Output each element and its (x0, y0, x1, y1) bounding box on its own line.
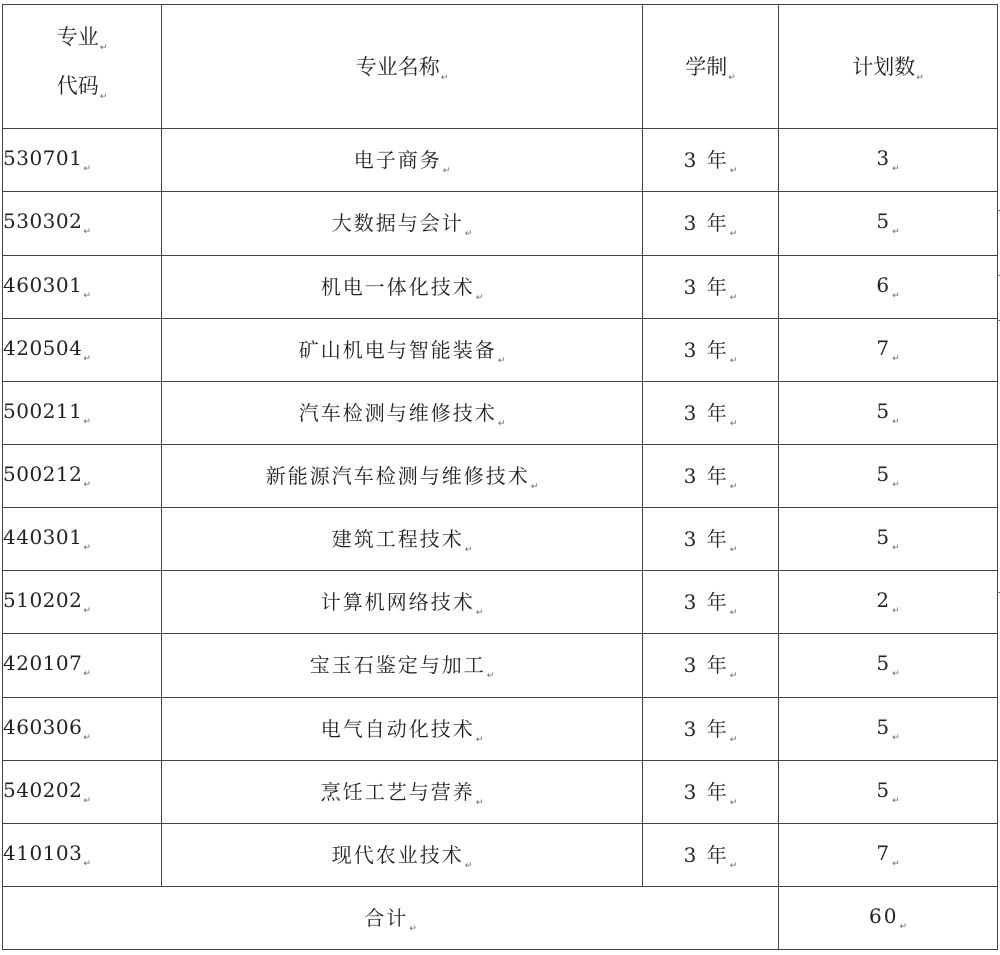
paragraph-mark-icon: ↵ (99, 42, 108, 53)
paragraph-mark-icon: ↵ (475, 797, 484, 808)
name-cell: 烹饪工艺与营养$_↵$ (162, 760, 643, 823)
paragraph-mark-icon: ↵ (892, 164, 900, 175)
name-cell: 汽车检测与维修技术$_↵$ (162, 381, 643, 444)
paragraph-mark-icon: ↵ (892, 606, 900, 617)
code-cell: $420107_↵$ (3, 634, 162, 697)
name-cell: 电子商务$_↵$ (162, 129, 643, 192)
code-cell: $500212_↵$ (3, 444, 162, 507)
plan-cell: $6_↵$ (779, 255, 998, 318)
duration-cell: 3 年$_↵$ (643, 634, 779, 697)
paragraph-mark-icon: ↵ (729, 229, 738, 240)
code-cell: $510202_↵$ (3, 571, 162, 634)
duration-cell: 3 年$_↵$ (643, 192, 779, 255)
duration-cell: 3 年$_↵$ (643, 508, 779, 571)
paragraph-mark-icon: ↵ (83, 164, 91, 175)
paragraph-mark-icon: ↵ (83, 480, 91, 491)
header-duration: 学制$_↵$ (643, 5, 779, 129)
plan-cell: $7_↵$ (779, 823, 998, 886)
name-cell: 电气自动化技术$_↵$ (162, 697, 643, 760)
duration-cell: 3 年$_↵$ (643, 823, 779, 886)
table-row (3, 823, 998, 886)
paragraph-mark-icon: ↵ (729, 292, 738, 303)
table-row (3, 192, 998, 255)
code-cell: $460301_↵$ (3, 255, 162, 318)
total-value: $60_↵$ (779, 887, 998, 950)
name-cell: 建筑工程技术$_↵$ (162, 508, 643, 571)
paragraph-mark-icon: ↵ (409, 924, 417, 934)
name-cell: 矿山机电与智能装备$_↵$ (162, 318, 643, 381)
header-name: 专业名称$_↵$ (162, 5, 643, 129)
paragraph-mark-icon: ↵ (729, 355, 738, 366)
total-label: 合计$_↵$ (3, 887, 779, 950)
code-cell: $440301_↵$ (3, 508, 162, 571)
duration-cell: 3 年$_↵$ (643, 129, 779, 192)
header-code-line2: 代码 (56, 73, 99, 98)
paragraph-mark-icon: ↵ (83, 290, 91, 301)
paragraph-mark-icon: ↵ (892, 543, 900, 554)
paragraph-mark-icon: ↵ (729, 545, 738, 556)
table-row (3, 760, 998, 823)
name-cell: 新能源汽车检测与维修技术$_↵$ (162, 444, 643, 507)
paragraph-mark-icon: ↵ (892, 353, 900, 364)
header-plan: 计划数$_↵$ (779, 5, 998, 129)
paragraph-mark-icon: ↵ (530, 482, 539, 493)
duration-cell: 3 年$_↵$ (643, 255, 779, 318)
paragraph-mark-icon: ↵ (497, 418, 506, 429)
paragraph-mark-icon: ↵ (475, 608, 484, 619)
name-cell: 大数据与会计$_↵$ (162, 192, 643, 255)
enrollment-plan-table (2, 4, 998, 950)
plan-cell: $5_↵$ (779, 760, 998, 823)
paragraph-mark-icon: ↵ (892, 669, 900, 680)
paragraph-mark-icon: ↵ (83, 353, 91, 364)
plan-cell: $7_↵$ (779, 318, 998, 381)
paragraph-mark-icon: ↵ (83, 227, 91, 238)
paragraph-mark-icon: ↵ (99, 91, 108, 102)
paragraph-mark-icon: ↵ (729, 418, 738, 429)
plan-cell: $5_↵$ (779, 192, 998, 255)
plan-cell: $5_↵$ (779, 444, 998, 507)
paragraph-mark-icon: ↵ (892, 858, 900, 869)
plan-cell: $2_↵$ (779, 571, 998, 634)
header-code-line1: 专业 (56, 24, 99, 49)
paragraph-mark-icon: ↵ (729, 860, 738, 871)
table-row (3, 697, 998, 760)
paragraph-mark-icon: ↵ (892, 795, 900, 806)
name-cell: 计算机网络技术$_↵$ (162, 571, 643, 634)
paragraph-mark-icon: ↵ (83, 416, 91, 427)
paragraph-mark-icon: ↵ (729, 608, 738, 619)
table-row (3, 444, 998, 507)
duration-cell: 3 年$_↵$ (643, 697, 779, 760)
duration-cell: 3 年$_↵$ (643, 381, 779, 444)
paragraph-mark-icon: ↵ (892, 227, 900, 238)
paragraph-mark-icon: ↵ (916, 72, 924, 83)
paragraph-mark-icon: ↵ (892, 480, 900, 491)
paragraph-mark-icon: ↵ (83, 606, 91, 617)
table-row (3, 255, 998, 318)
total-row (3, 887, 998, 950)
paragraph-mark-icon: ↵ (83, 858, 91, 869)
paragraph-mark-icon: ↵ (475, 292, 484, 303)
plan-cell: $3_↵$ (779, 129, 998, 192)
paragraph-mark-icon: ↵ (464, 860, 473, 871)
header-code (3, 5, 162, 129)
paragraph-mark-icon: ↵ (464, 545, 473, 556)
duration-cell: 3 年$_↵$ (643, 760, 779, 823)
paragraph-mark-icon: ↵ (83, 543, 91, 554)
table-row (3, 634, 998, 697)
name-cell: 现代农业技术$_↵$ (162, 823, 643, 886)
paragraph-mark-icon: ↵ (729, 797, 738, 808)
paragraph-mark-icon: ↵ (83, 732, 91, 743)
plan-cell: $5_↵$ (779, 634, 998, 697)
table-row (3, 318, 998, 381)
code-cell: $540202_↵$ (3, 760, 162, 823)
plan-cell: $5_↵$ (779, 697, 998, 760)
paragraph-mark-icon: ↵ (83, 669, 91, 680)
duration-cell: 3 年$_↵$ (643, 571, 779, 634)
paragraph-mark-icon: ↵ (729, 166, 738, 177)
plan-cell: $5_↵$ (779, 508, 998, 571)
table-row (3, 571, 998, 634)
table-row (3, 129, 998, 192)
table-row (3, 508, 998, 571)
name-cell: 机电一体化技术$_↵$ (162, 255, 643, 318)
code-cell: $460306_↵$ (3, 697, 162, 760)
code-cell: $410103_↵$ (3, 823, 162, 886)
code-cell: $420504_↵$ (3, 318, 162, 381)
paragraph-mark-icon: ↵ (899, 922, 907, 932)
paragraph-mark-icon: ↵ (892, 732, 900, 743)
plan-cell: $5_↵$ (779, 381, 998, 444)
paragraph-mark-icon: ↵ (892, 290, 900, 301)
paragraph-mark-icon: ↵ (440, 72, 449, 83)
paragraph-mark-icon: ↵ (729, 482, 738, 493)
paragraph-mark-icon: ↵ (475, 734, 484, 745)
code-cell: $530701_↵$ (3, 129, 162, 192)
name-cell: 宝玉石鉴定与加工$_↵$ (162, 634, 643, 697)
code-cell: $530302_↵$ (3, 192, 162, 255)
paragraph-mark-icon: ↵ (464, 229, 473, 240)
duration-cell: 3 年$_↵$ (643, 318, 779, 381)
header-row (3, 5, 998, 129)
paragraph-mark-icon: ↵ (83, 795, 91, 806)
paragraph-mark-icon: ↵ (892, 416, 900, 427)
paragraph-mark-icon: ↵ (728, 72, 736, 83)
table-row (3, 381, 998, 444)
paragraph-mark-icon: ↵ (729, 671, 738, 682)
paragraph-mark-icon: ↵ (486, 671, 495, 682)
paragraph-mark-icon: ↵ (729, 734, 738, 745)
duration-cell: 3 年$_↵$ (643, 444, 779, 507)
paragraph-mark-icon: ↵ (442, 166, 451, 177)
paragraph-mark-icon: ↵ (497, 355, 506, 366)
code-cell: $500211_↵$ (3, 381, 162, 444)
